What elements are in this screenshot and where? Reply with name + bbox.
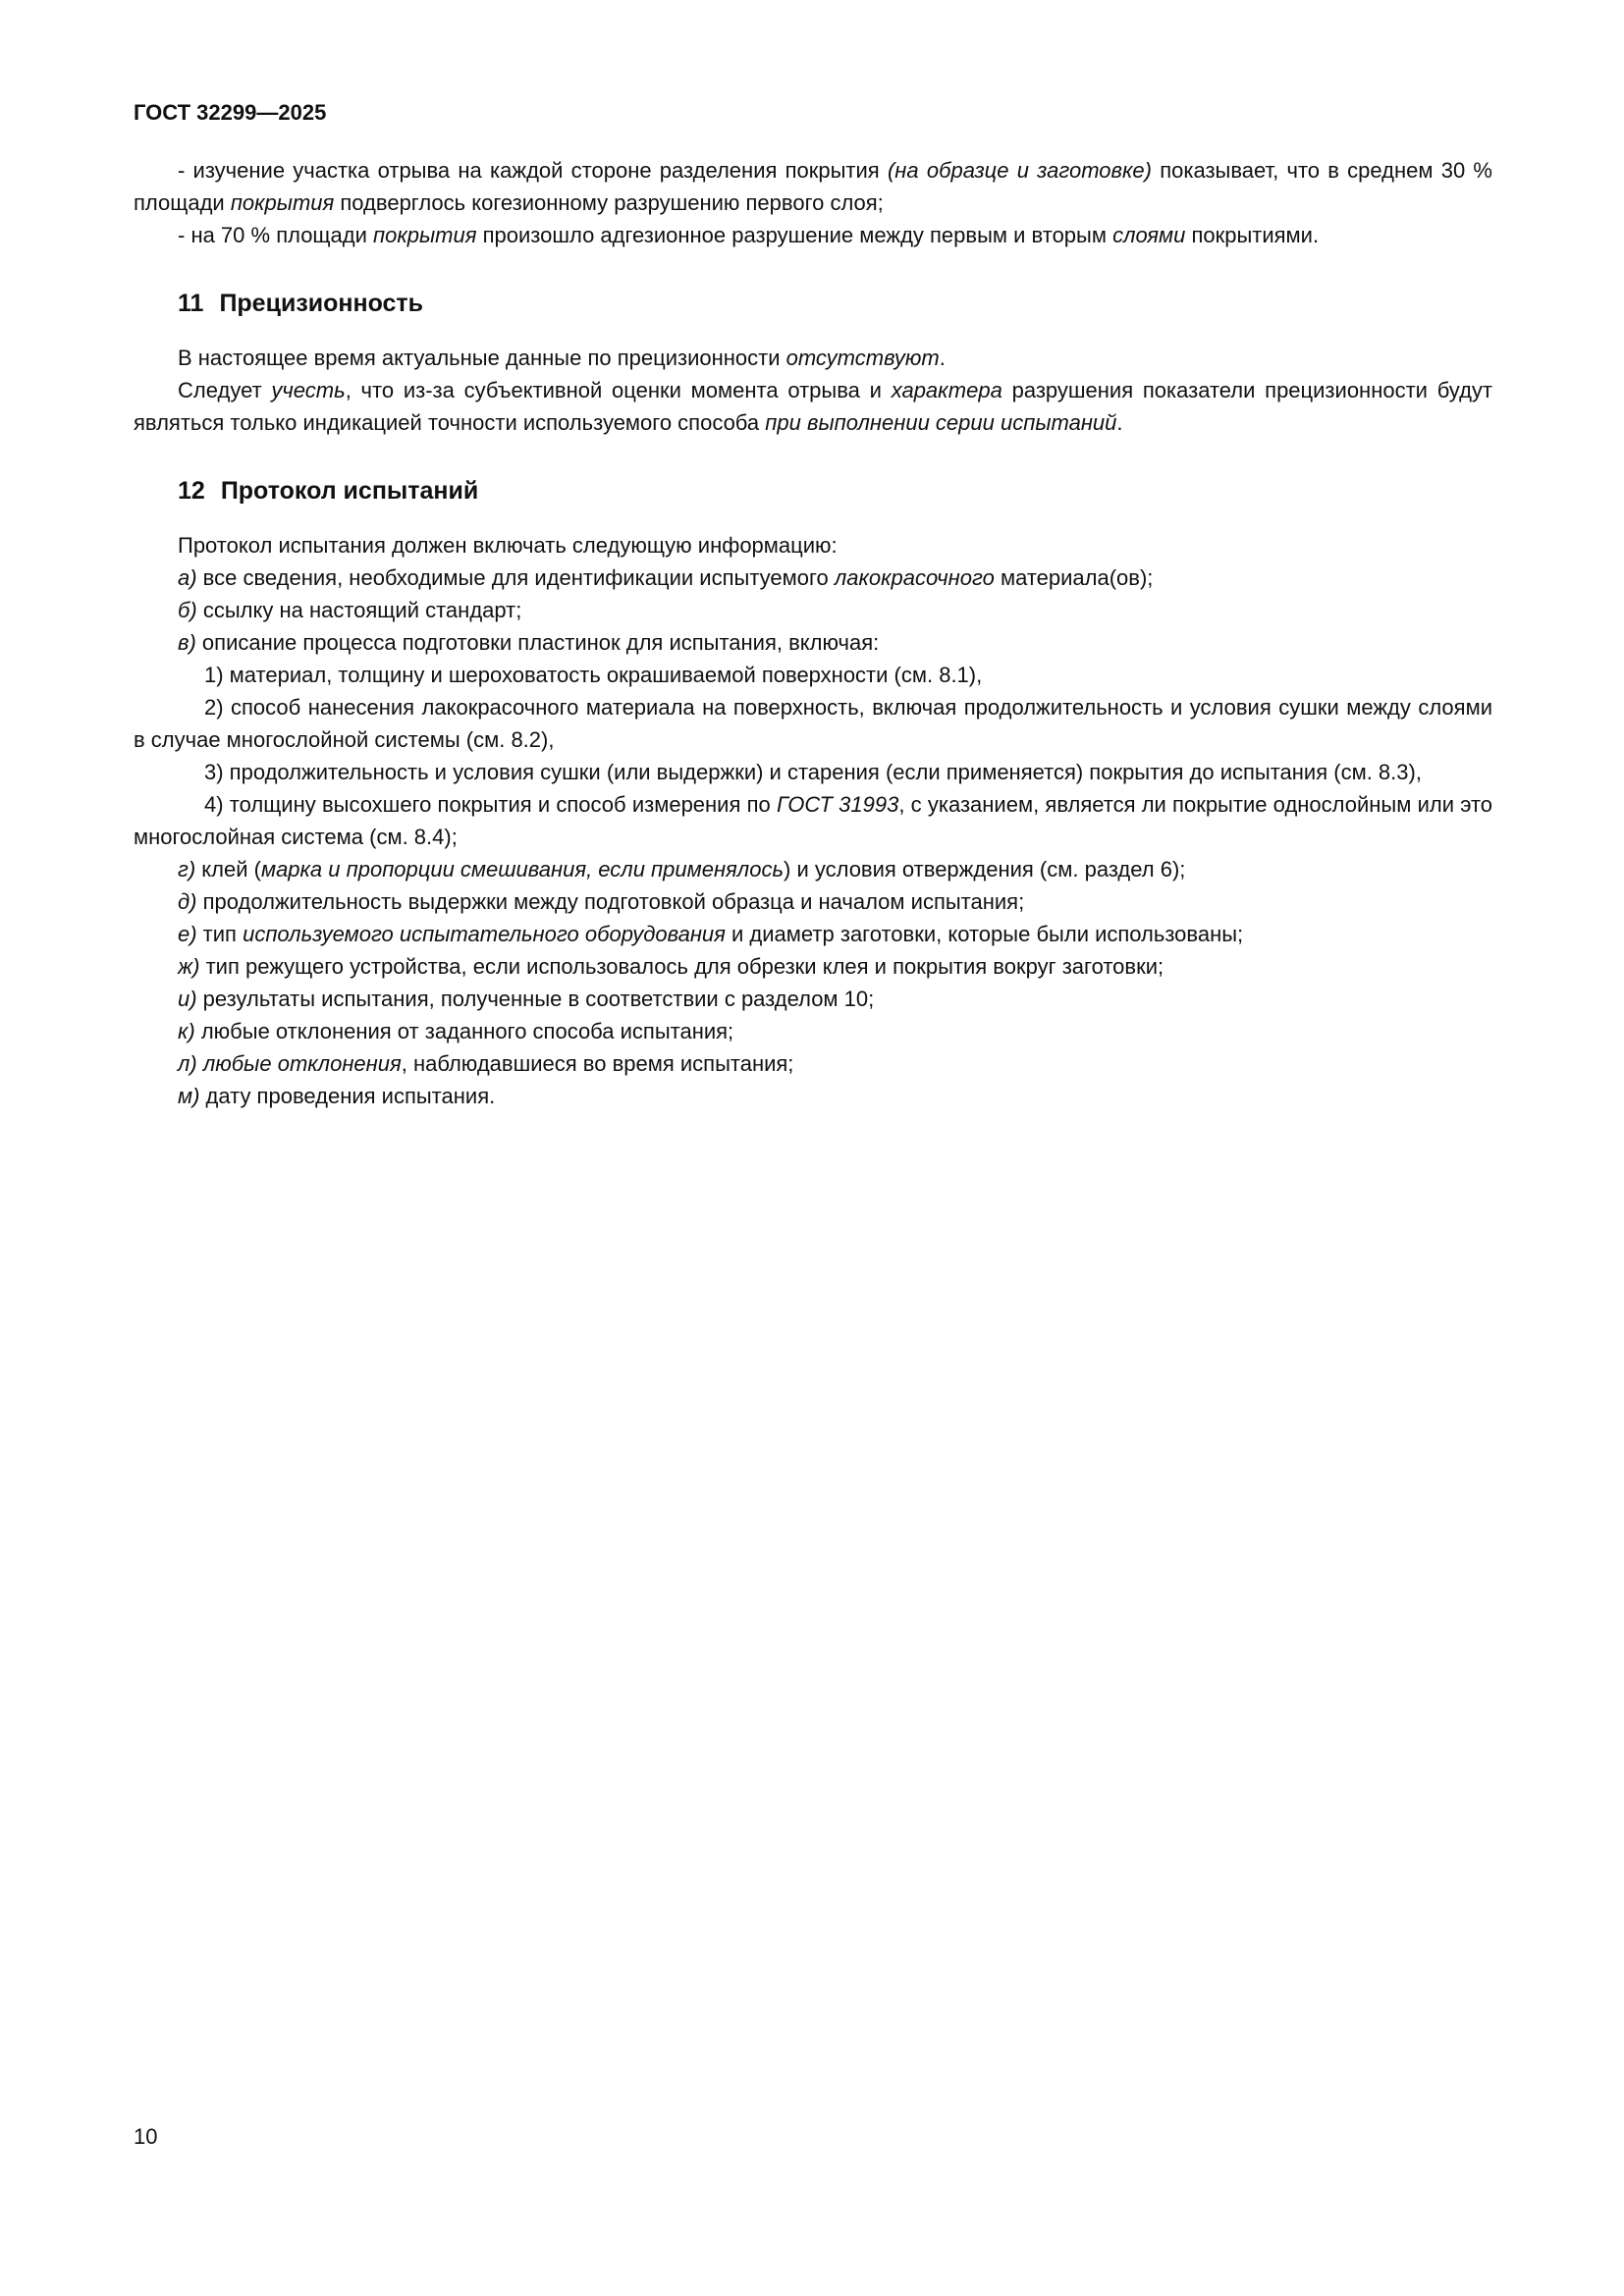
text-run: разрушения показатели прецизионности будут являться только индикацией точности используемого способа	[134, 378, 1492, 435]
text-run: и диаметр заготовки, которые были использованы;	[725, 922, 1244, 946]
text-run: описание процесса подготовки пластинок для испытания, включая:	[195, 630, 880, 655]
text-run: все сведения, необходимые для идентификации испытуемого	[196, 565, 835, 590]
text-run: результаты испытания, полученные в соответствии с разделом 10;	[196, 987, 875, 1011]
text-run: клей (	[195, 857, 261, 881]
text-run: 4) толщину высохшего покрытия и способ измерения по	[204, 792, 777, 817]
text-run: .	[939, 346, 946, 370]
text-run: , что из-за субъективной оценки момента отрыва и	[345, 378, 892, 402]
paragraph	[134, 950, 1492, 983]
paragraph	[134, 691, 1492, 756]
text-run: тип режущего устройства, если использовалось для обрезки клея и покрытия вокруг заготовки;	[199, 954, 1164, 979]
paragraph	[134, 853, 1492, 885]
text-run: м)	[178, 1084, 200, 1108]
paragraph	[134, 1047, 1492, 1080]
paragraph	[134, 756, 1492, 788]
text-run: показывает, что в среднем 30 % площади	[134, 158, 1492, 215]
text-run: В настоящее время актуальные данные по прецизионности	[178, 346, 786, 370]
text-run: любые отклонения	[202, 1051, 402, 1076]
text-run: .	[1116, 410, 1123, 435]
text-run: покрытия	[230, 190, 335, 215]
text-run: Следует	[178, 378, 272, 402]
paragraph	[134, 154, 1492, 219]
text-run: ) и условия отверждения (см. раздел 6);	[784, 857, 1186, 881]
paragraph	[134, 594, 1492, 626]
text-run: к)	[178, 1019, 195, 1043]
paragraph	[134, 885, 1492, 918]
text-run: - на 70 % площади	[178, 223, 373, 247]
text-run: характера	[891, 378, 1002, 402]
section-heading	[134, 289, 1492, 318]
text-run: л)	[178, 1051, 197, 1076]
paragraph	[134, 342, 1492, 374]
text-run: б)	[178, 598, 197, 622]
text-run: при выполнении серии испытаний	[765, 410, 1117, 435]
text-run: 11	[178, 290, 204, 317]
text-run: г)	[178, 857, 196, 881]
text-run: тип	[196, 922, 244, 946]
text-run: материала(ов);	[994, 565, 1154, 590]
text-run: в)	[178, 630, 196, 655]
text-run: ссылку на настоящий стандарт;	[196, 598, 522, 622]
paragraph	[134, 918, 1492, 950]
text-run: покрытия	[373, 223, 477, 247]
text-run: 2) способ нанесения лакокрасочного материала на поверхность, включая продолжительность и условия сушки между слоями в случае многослойной системы (см. 8.2),	[134, 695, 1492, 752]
document-body	[134, 154, 1492, 1112]
text-run: , наблюдавшиеся во время испытания;	[401, 1051, 794, 1076]
text-run: любые отклонения от заданного способа испытания;	[194, 1019, 734, 1043]
text-run: ж)	[178, 954, 200, 979]
paragraph	[134, 374, 1492, 439]
text-run: 1) материал, толщину и шероховатость окрашиваемой поверхности (см. 8.1),	[204, 663, 983, 687]
text-run: лакокрасочного	[834, 565, 995, 590]
paragraph	[134, 219, 1492, 251]
text-run: (на образце и заготовке)	[887, 158, 1152, 183]
text-run: 3) продолжительность и условия сушки (или выдержки) и старения (если применяется) покрытия до испытания (см. 8.3),	[204, 760, 1422, 784]
paragraph	[134, 1015, 1492, 1047]
text-run: покрытиями.	[1185, 223, 1320, 247]
paragraph	[134, 626, 1492, 659]
document-header: ГОСТ 32299—2025	[134, 100, 327, 125]
text-run: Протокол испытаний	[220, 477, 479, 505]
text-run: Протокол испытания должен включать следующую информацию:	[178, 533, 838, 558]
paragraph	[134, 983, 1492, 1015]
text-run: - изучение участка отрыва на каждой стороне разделения покрытия	[178, 158, 888, 183]
text-run: д)	[178, 889, 197, 914]
text-run: используемого испытательного оборудования	[243, 922, 726, 946]
paragraph	[134, 659, 1492, 691]
text-run: отсутствуют	[785, 346, 940, 370]
text-run: учесть	[271, 378, 346, 402]
text-run: Прецизионность	[219, 290, 424, 317]
text-run: марка и пропорции смешивания, если применялось	[260, 857, 785, 881]
paragraph	[134, 561, 1492, 594]
text-run: а)	[178, 565, 197, 590]
paragraph	[134, 1080, 1492, 1112]
text-run: произошло адгезионное разрушение между первым и вторым	[476, 223, 1113, 247]
text-run: слоями	[1112, 223, 1186, 247]
text-run: дату проведения испытания.	[199, 1084, 496, 1108]
page-number: 10	[134, 2124, 158, 2149]
text-run: и)	[178, 987, 197, 1011]
text-run: е)	[178, 922, 197, 946]
section-heading	[134, 476, 1492, 506]
paragraph	[134, 788, 1492, 853]
paragraph	[134, 529, 1492, 561]
text-run: продолжительность выдержки между подготовкой образца и началом испытания;	[196, 889, 1025, 914]
text-run: ГОСТ 31993	[776, 792, 899, 817]
text-run: 12	[178, 477, 205, 505]
text-run: , с указанием, является ли покрытие однослойным или это многослойная система (см. 8.4);	[134, 792, 1493, 849]
text-run: подверглось когезионному разрушению первого слоя;	[334, 190, 884, 215]
